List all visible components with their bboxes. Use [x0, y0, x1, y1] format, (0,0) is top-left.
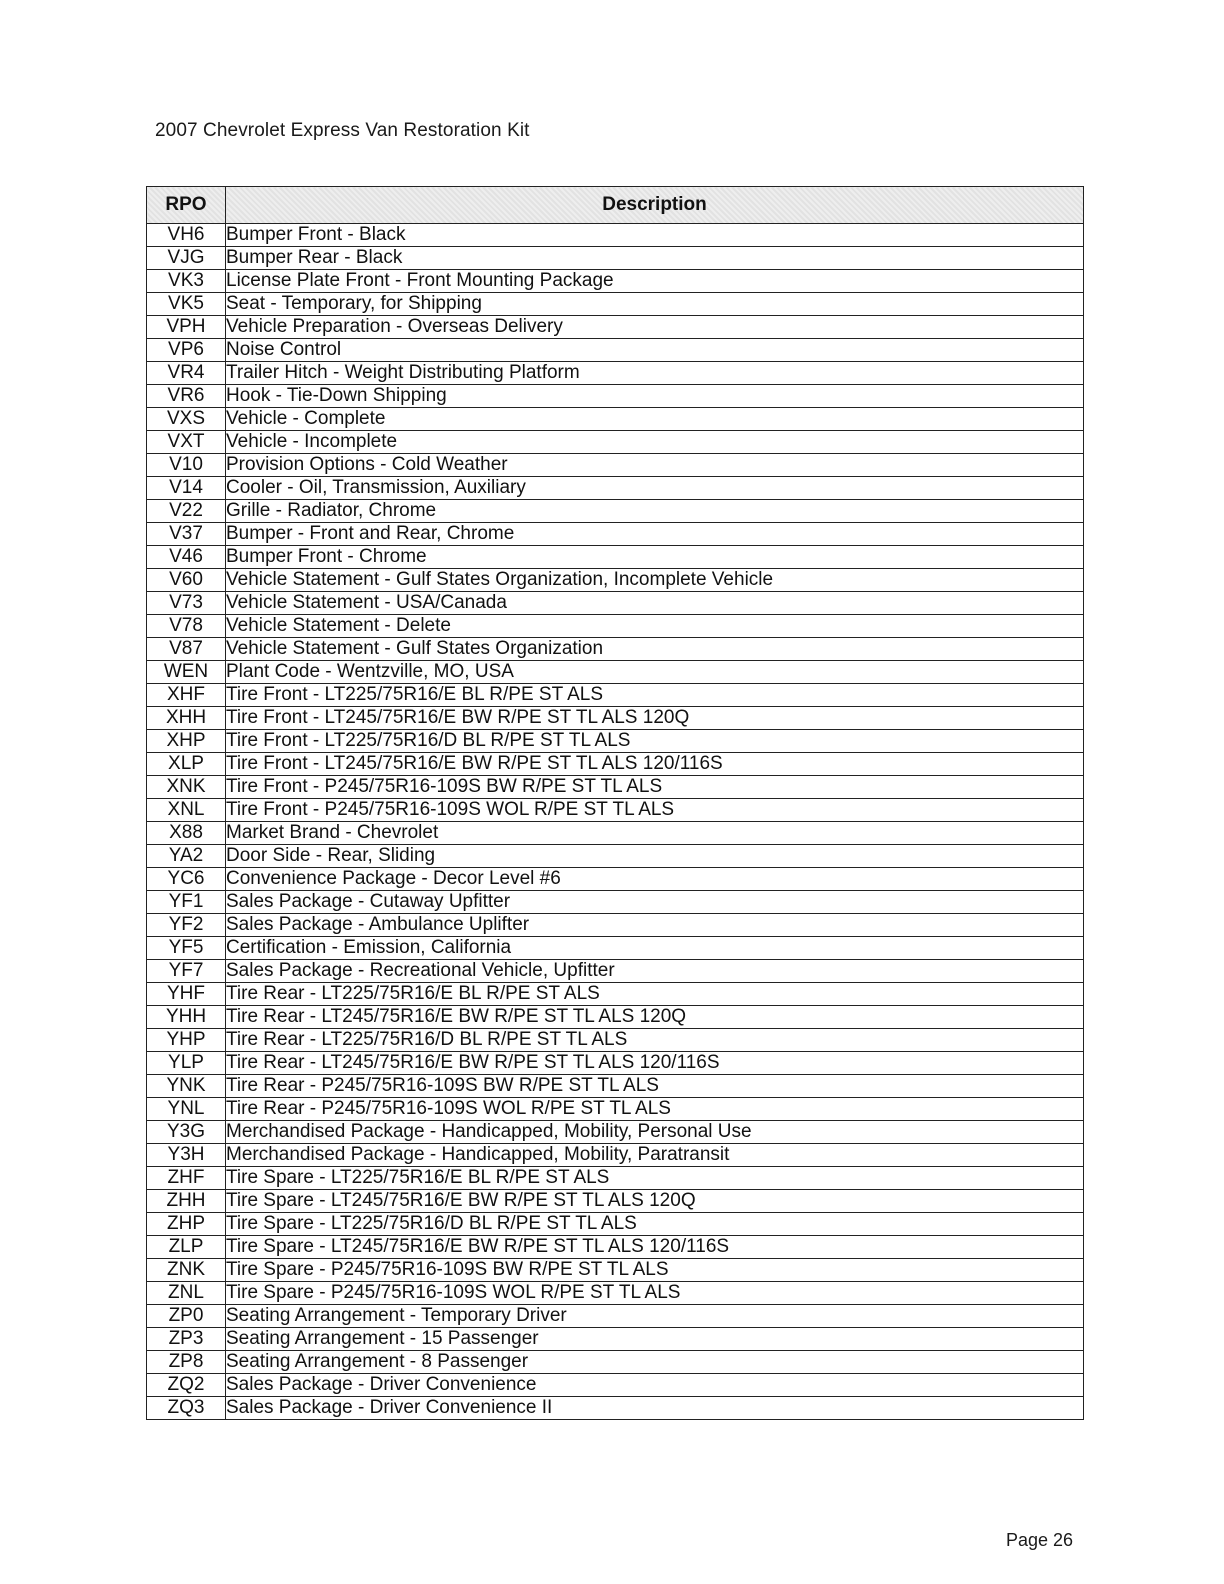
- rpo-code-cell: XHF: [147, 684, 226, 707]
- rpo-code-cell: ZQ3: [147, 1397, 226, 1420]
- table-row: [147, 1121, 1084, 1144]
- rpo-code-cell: YLP: [147, 1052, 226, 1075]
- description-cell: Tire Front - P245/75R16-109S BW R/PE ST TL ALS: [226, 776, 1084, 799]
- rpo-code-cell: YNK: [147, 1075, 226, 1098]
- table-row: [147, 707, 1084, 730]
- description-cell: Tire Rear - LT245/75R16/E BW R/PE ST TL ALS 120/116S: [226, 1052, 1084, 1075]
- rpo-code-cell: XHP: [147, 730, 226, 753]
- description-cell: Seating Arrangement - Temporary Driver: [226, 1305, 1084, 1328]
- description-cell: Bumper - Front and Rear, Chrome: [226, 523, 1084, 546]
- description-cell: Trailer Hitch - Weight Distributing Platform: [226, 362, 1084, 385]
- rpo-code-cell: XHH: [147, 707, 226, 730]
- table-row: [147, 569, 1084, 592]
- description-cell: Market Brand - Chevrolet: [226, 822, 1084, 845]
- rpo-code-cell: V60: [147, 569, 226, 592]
- table-row: [147, 1098, 1084, 1121]
- description-cell: Sales Package - Recreational Vehicle, Upfitter: [226, 960, 1084, 983]
- rpo-code-cell: YF7: [147, 960, 226, 983]
- description-cell: Sales Package - Cutaway Upfitter: [226, 891, 1084, 914]
- rpo-code-cell: XNL: [147, 799, 226, 822]
- table-row: [147, 1006, 1084, 1029]
- table-row: [147, 1236, 1084, 1259]
- description-cell: Vehicle Statement - USA/Canada: [226, 592, 1084, 615]
- page-number: Page 26: [1006, 1530, 1074, 1550]
- rpo-code-cell: YHH: [147, 1006, 226, 1029]
- rpo-code-cell: VJG: [147, 247, 226, 270]
- rpo-code-cell: VR6: [147, 385, 226, 408]
- table-row: [147, 753, 1084, 776]
- description-cell: Seating Arrangement - 8 Passenger: [226, 1351, 1084, 1374]
- table-row: [147, 1305, 1084, 1328]
- rpo-code-cell: V73: [147, 592, 226, 615]
- rpo-code-cell: ZLP: [147, 1236, 226, 1259]
- table-row: [147, 822, 1084, 845]
- table-row: [147, 247, 1084, 270]
- description-cell: Provision Options - Cold Weather: [226, 454, 1084, 477]
- table-row: [147, 1029, 1084, 1052]
- table-row: [147, 1075, 1084, 1098]
- description-cell: Sales Package - Driver Convenience: [226, 1374, 1084, 1397]
- rpo-code-cell: YHF: [147, 983, 226, 1006]
- description-cell: Door Side - Rear, Sliding: [226, 845, 1084, 868]
- rpo-code-cell: VH6: [147, 224, 226, 247]
- description-cell: Vehicle Statement - Gulf States Organization, Incomplete Vehicle: [226, 569, 1084, 592]
- description-cell: Tire Front - LT225/75R16/E BL R/PE ST ALS: [226, 684, 1084, 707]
- table-row: [147, 730, 1084, 753]
- rpo-code-cell: VK5: [147, 293, 226, 316]
- table-row: [147, 1190, 1084, 1213]
- description-cell: Bumper Front - Chrome: [226, 546, 1084, 569]
- description-cell: Noise Control: [226, 339, 1084, 362]
- rpo-code-cell: YF1: [147, 891, 226, 914]
- description-cell: Hook - Tie-Down Shipping: [226, 385, 1084, 408]
- description-cell: License Plate Front - Front Mounting Package: [226, 270, 1084, 293]
- table-row: [147, 546, 1084, 569]
- table-row: [147, 523, 1084, 546]
- rpo-code-cell: ZHP: [147, 1213, 226, 1236]
- rpo-code-cell: ZP3: [147, 1328, 226, 1351]
- description-cell: Convenience Package - Decor Level #6: [226, 868, 1084, 891]
- description-cell: Cooler - Oil, Transmission, Auxiliary: [226, 477, 1084, 500]
- rpo-code-cell: YF5: [147, 937, 226, 960]
- description-cell: Vehicle Statement - Delete: [226, 615, 1084, 638]
- description-cell: Sales Package - Ambulance Uplifter: [226, 914, 1084, 937]
- rpo-code-cell: YHP: [147, 1029, 226, 1052]
- rpo-code-cell: ZNK: [147, 1259, 226, 1282]
- rpo-code-cell: VPH: [147, 316, 226, 339]
- table-row: [147, 1397, 1084, 1420]
- description-cell: Tire Spare - LT225/75R16/D BL R/PE ST TL ALS: [226, 1213, 1084, 1236]
- description-cell: Certification - Emission, California: [226, 937, 1084, 960]
- description-cell: Tire Spare - P245/75R16-109S BW R/PE ST TL ALS: [226, 1259, 1084, 1282]
- table-row: [147, 431, 1084, 454]
- description-cell: Sales Package - Driver Convenience II: [226, 1397, 1084, 1420]
- description-cell: Seating Arrangement - 15 Passenger: [226, 1328, 1084, 1351]
- rpo-code-cell: YNL: [147, 1098, 226, 1121]
- rpo-code-cell: V78: [147, 615, 226, 638]
- table-row: [147, 1351, 1084, 1374]
- rpo-table: [146, 186, 1084, 1420]
- table-row: [147, 1144, 1084, 1167]
- description-cell: Tire Rear - P245/75R16-109S BW R/PE ST TL ALS: [226, 1075, 1084, 1098]
- description-cell: Tire Front - LT225/75R16/D BL R/PE ST TL ALS: [226, 730, 1084, 753]
- rpo-code-cell: YF2: [147, 914, 226, 937]
- table-row: [147, 224, 1084, 247]
- table-row: [147, 408, 1084, 431]
- table-row: [147, 845, 1084, 868]
- description-cell: Tire Rear - LT225/75R16/D BL R/PE ST TL ALS: [226, 1029, 1084, 1052]
- table-row: [147, 500, 1084, 523]
- description-cell: Tire Spare - LT225/75R16/E BL R/PE ST ALS: [226, 1167, 1084, 1190]
- table-row: [147, 1167, 1084, 1190]
- description-cell: Vehicle Preparation - Overseas Delivery: [226, 316, 1084, 339]
- table-row: [147, 293, 1084, 316]
- page-title: 2007 Chevrolet Express Van Restoration Kit: [155, 120, 530, 141]
- rpo-code-cell: Y3H: [147, 1144, 226, 1167]
- description-cell: Plant Code - Wentzville, MO, USA: [226, 661, 1084, 684]
- table-row: [147, 316, 1084, 339]
- table-row: [147, 362, 1084, 385]
- rpo-code-cell: XNK: [147, 776, 226, 799]
- table-row: [147, 339, 1084, 362]
- table-row: [147, 1328, 1084, 1351]
- column-header-rpo: RPO: [147, 187, 226, 224]
- table-row: [147, 891, 1084, 914]
- table-header: [147, 187, 1084, 224]
- description-cell: Vehicle Statement - Gulf States Organization: [226, 638, 1084, 661]
- description-cell: Vehicle - Complete: [226, 408, 1084, 431]
- table-row: [147, 1052, 1084, 1075]
- rpo-code-cell: ZHF: [147, 1167, 226, 1190]
- rpo-code-cell: XLP: [147, 753, 226, 776]
- rpo-code-cell: VXS: [147, 408, 226, 431]
- description-cell: Tire Front - P245/75R16-109S WOL R/PE ST TL ALS: [226, 799, 1084, 822]
- rpo-code-cell: YA2: [147, 845, 226, 868]
- table-row: [147, 914, 1084, 937]
- description-cell: Tire Front - LT245/75R16/E BW R/PE ST TL ALS 120/116S: [226, 753, 1084, 776]
- description-cell: Merchandised Package - Handicapped, Mobility, Personal Use: [226, 1121, 1084, 1144]
- rpo-code-cell: V10: [147, 454, 226, 477]
- table-row: [147, 776, 1084, 799]
- table-row: [147, 270, 1084, 293]
- rpo-code-cell: X88: [147, 822, 226, 845]
- table-row: [147, 1213, 1084, 1236]
- table-row: [147, 477, 1084, 500]
- rpo-code-cell: VR4: [147, 362, 226, 385]
- table-row: [147, 1282, 1084, 1305]
- description-cell: Vehicle - Incomplete: [226, 431, 1084, 454]
- column-header-description: Description: [226, 187, 1084, 224]
- description-cell: Tire Front - LT245/75R16/E BW R/PE ST TL ALS 120Q: [226, 707, 1084, 730]
- rpo-code-cell: V87: [147, 638, 226, 661]
- description-cell: Bumper Rear - Black: [226, 247, 1084, 270]
- rpo-code-cell: Y3G: [147, 1121, 226, 1144]
- description-cell: Bumper Front - Black: [226, 224, 1084, 247]
- description-cell: Seat - Temporary, for Shipping: [226, 293, 1084, 316]
- table-row: [147, 1259, 1084, 1282]
- table-row: [147, 592, 1084, 615]
- table-row: [147, 983, 1084, 1006]
- header-row: [147, 187, 1084, 224]
- description-cell: Tire Rear - LT225/75R16/E BL R/PE ST ALS: [226, 983, 1084, 1006]
- rpo-code-cell: YC6: [147, 868, 226, 891]
- description-cell: Tire Spare - LT245/75R16/E BW R/PE ST TL ALS 120/116S: [226, 1236, 1084, 1259]
- description-cell: Grille - Radiator, Chrome: [226, 500, 1084, 523]
- rpo-code-cell: V37: [147, 523, 226, 546]
- description-cell: Merchandised Package - Handicapped, Mobility, Paratransit: [226, 1144, 1084, 1167]
- table-row: [147, 684, 1084, 707]
- table-row: [147, 615, 1084, 638]
- rpo-code-cell: VP6: [147, 339, 226, 362]
- rpo-code-cell: ZQ2: [147, 1374, 226, 1397]
- table-row: [147, 960, 1084, 983]
- rpo-code-cell: V14: [147, 477, 226, 500]
- table-row: [147, 385, 1084, 408]
- description-cell: Tire Spare - LT245/75R16/E BW R/PE ST TL ALS 120Q: [226, 1190, 1084, 1213]
- table-row: [147, 661, 1084, 684]
- table-body: [147, 224, 1084, 1420]
- table-row: [147, 799, 1084, 822]
- rpo-code-cell: VK3: [147, 270, 226, 293]
- table-row: [147, 638, 1084, 661]
- rpo-code-cell: ZHH: [147, 1190, 226, 1213]
- table-row: [147, 1374, 1084, 1397]
- table-row: [147, 868, 1084, 891]
- description-cell: Tire Rear - LT245/75R16/E BW R/PE ST TL ALS 120Q: [226, 1006, 1084, 1029]
- description-cell: Tire Spare - P245/75R16-109S WOL R/PE ST TL ALS: [226, 1282, 1084, 1305]
- rpo-code-cell: VXT: [147, 431, 226, 454]
- table-row: [147, 454, 1084, 477]
- rpo-code-cell: ZNL: [147, 1282, 226, 1305]
- rpo-code-cell: V46: [147, 546, 226, 569]
- table-row: [147, 937, 1084, 960]
- rpo-code-cell: V22: [147, 500, 226, 523]
- rpo-code-cell: ZP8: [147, 1351, 226, 1374]
- rpo-code-cell: WEN: [147, 661, 226, 684]
- rpo-code-cell: ZP0: [147, 1305, 226, 1328]
- description-cell: Tire Rear - P245/75R16-109S WOL R/PE ST TL ALS: [226, 1098, 1084, 1121]
